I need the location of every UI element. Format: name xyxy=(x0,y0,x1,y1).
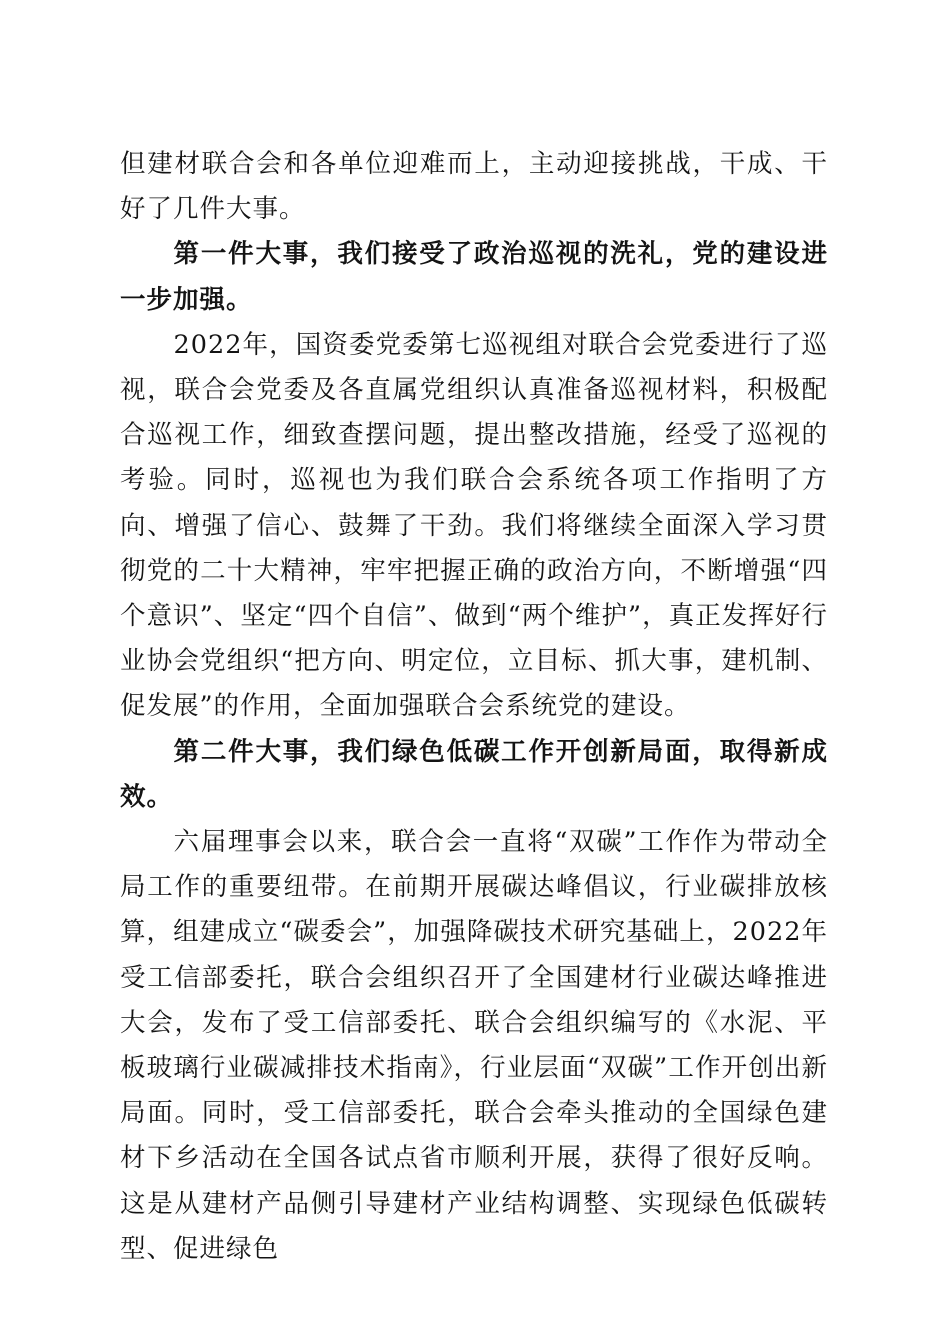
paragraph-green-low-carbon: 六届理事会以来，联合会一直将“双碳”工作作为带动全局工作的重要纽带。在前期开展碳达峰倡议，行业碳排放核算，组建成立“碳委会”，加强降碳技术研究基础上，2022年受工信部委托，联合会组织召开了全国建材行业碳达峰推进大会，发布了受工信部委托、联合会组织编写的《水泥、平板玻璃行业碳减排技术指南》，行业层面“双碳”工作开创出新局面。同时，受工信部委托，联合会牵头推动的全国绿色建材下乡活动在全国各试点省市顺利开展，获得了很好反响。这是从建材产品侧引导建材产业结构调整、实现绿色低碳转型、促进绿色 xyxy=(120,827,828,1264)
section-heading-second-event: 第二件大事，我们绿色低碳工作开创新局面，取得新成效。 xyxy=(120,736,828,812)
document-body xyxy=(120,142,828,1272)
paragraph-inspection: 2022年，国资委党委第七巡视组对联合会党委进行了巡视，联合会党委及各直属党组织认真准备巡视材料，积极配合巡视工作，细致查摆问题，提出整改措施，经受了巡视的考验。同时，巡视也为我们联合会系统各项工作指明了方向、增强了信心、鼓舞了干劲。我们将继续全面深入学习贯彻党的二十大精神，牢牢把握正确的政治方向，不断增强“四个意识”、坚定“四个自信”、做到“两个维护”，真正发挥好行业协会党组织“把方向、明定位，立目标、抓大事，建机制、促发展”的作用，全面加强联合会系统党的建设。 xyxy=(120,329,828,722)
paragraph-continuation: 但建材联合会和各单位迎难而上，主动迎接挑战，干成、干好了几件大事。 xyxy=(120,149,828,225)
section-heading-first-event: 第一件大事，我们接受了政治巡视的洗礼，党的建设进一步加强。 xyxy=(120,239,828,315)
